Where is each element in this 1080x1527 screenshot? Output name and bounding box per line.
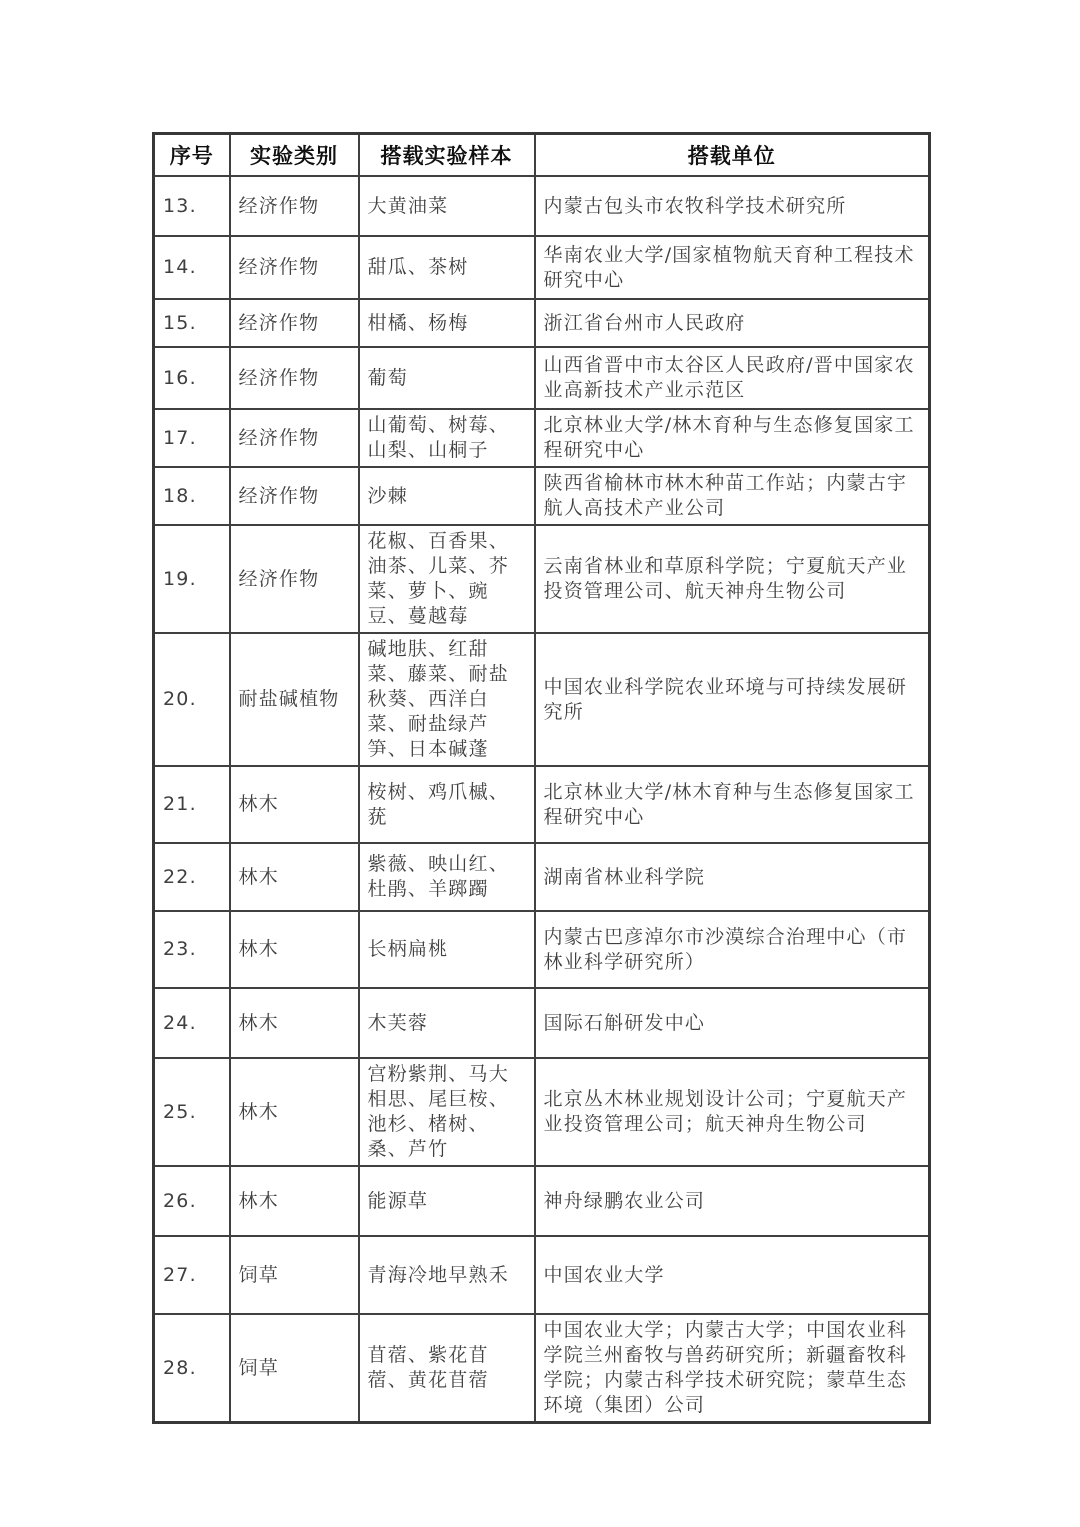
cell-serial-number: 20. — [154, 633, 230, 766]
header-unit: 搭载单位 — [535, 134, 930, 177]
cell-sample: 紫薇、映山红、杜鹃、羊踯躅 — [359, 843, 535, 911]
cell-sample: 碱地肤、红甜菜、藤菜、耐盐秋葵、西洋白菜、耐盐绿芦笋、日本碱蓬 — [359, 633, 535, 766]
cell-serial-number: 15. — [154, 299, 230, 347]
cell-unit: 浙江省台州市人民政府 — [535, 299, 930, 347]
cell-sample: 能源草 — [359, 1166, 535, 1236]
cell-sample: 柑橘、杨梅 — [359, 299, 535, 347]
cell-serial-number: 25. — [154, 1058, 230, 1166]
table-row — [154, 1166, 930, 1236]
cell-sample: 青海冷地早熟禾 — [359, 1236, 535, 1314]
cell-serial-number: 27. — [154, 1236, 230, 1314]
cell-serial-number: 13. — [154, 176, 230, 236]
cell-unit: 陕西省榆林市林木种苗工作站；内蒙古宇航人高技术产业公司 — [535, 467, 930, 525]
cell-category: 经济作物 — [230, 409, 359, 467]
cell-unit: 中国农业大学 — [535, 1236, 930, 1314]
cell-category: 饲草 — [230, 1314, 359, 1423]
cell-category: 经济作物 — [230, 299, 359, 347]
header-sample: 搭载实验样本 — [359, 134, 535, 177]
cell-unit: 山西省晋中市太谷区人民政府/晋中国家农业高新技术产业示范区 — [535, 347, 930, 409]
cell-sample: 桉树、鸡爪槭、莸 — [359, 766, 535, 843]
header-serial-number: 序号 — [154, 134, 230, 177]
cell-category: 经济作物 — [230, 236, 359, 299]
table-row — [154, 525, 930, 633]
cell-category: 经济作物 — [230, 525, 359, 633]
cell-serial-number: 24. — [154, 988, 230, 1058]
table-row — [154, 236, 930, 299]
table-row — [154, 766, 930, 843]
table-row — [154, 1058, 930, 1166]
table-header-row — [154, 134, 930, 177]
cell-category: 饲草 — [230, 1236, 359, 1314]
table-row — [154, 911, 930, 988]
cell-serial-number: 22. — [154, 843, 230, 911]
cell-serial-number: 16. — [154, 347, 230, 409]
table-row — [154, 176, 930, 236]
cell-sample: 大黄油菜 — [359, 176, 535, 236]
table-row — [154, 1236, 930, 1314]
cell-sample: 长柄扁桃 — [359, 911, 535, 988]
table-row — [154, 409, 930, 467]
cell-sample: 木芙蓉 — [359, 988, 535, 1058]
cell-serial-number: 28. — [154, 1314, 230, 1423]
cell-unit: 国际石斛研发中心 — [535, 988, 930, 1058]
cell-serial-number: 26. — [154, 1166, 230, 1236]
cell-sample: 宫粉紫荆、马大相思、尾巨桉、池杉、楮树、桑、芦竹 — [359, 1058, 535, 1166]
cell-unit: 北京丛木林业规划设计公司；宁夏航天产业投资管理公司；航天神舟生物公司 — [535, 1058, 930, 1166]
cell-serial-number: 17. — [154, 409, 230, 467]
cell-category: 林木 — [230, 988, 359, 1058]
cell-sample: 山葡萄、树莓、山梨、山桐子 — [359, 409, 535, 467]
cell-sample: 花椒、百香果、油茶、儿菜、芥菜、萝卜、豌豆、蔓越莓 — [359, 525, 535, 633]
cell-serial-number: 21. — [154, 766, 230, 843]
cell-serial-number: 14. — [154, 236, 230, 299]
cell-category: 林木 — [230, 1058, 359, 1166]
cell-serial-number: 18. — [154, 467, 230, 525]
cell-unit: 神舟绿鹏农业公司 — [535, 1166, 930, 1236]
cell-sample: 沙棘 — [359, 467, 535, 525]
header-category: 实验类别 — [230, 134, 359, 177]
cell-category: 林木 — [230, 766, 359, 843]
table-row — [154, 347, 930, 409]
cell-sample: 苜蓿、紫花苜蓿、黄花苜蓿 — [359, 1314, 535, 1423]
cell-sample: 葡萄 — [359, 347, 535, 409]
cell-category: 耐盐碱植物 — [230, 633, 359, 766]
cell-sample: 甜瓜、茶树 — [359, 236, 535, 299]
table-row — [154, 843, 930, 911]
cell-unit: 湖南省林业科学院 — [535, 843, 930, 911]
cell-category: 经济作物 — [230, 347, 359, 409]
table-row — [154, 467, 930, 525]
table-row — [154, 633, 930, 766]
table-row — [154, 299, 930, 347]
cell-unit: 中国农业大学；内蒙古大学；中国农业科学院兰州畜牧与兽药研究所；新疆畜牧科学院；内蒙古科学技术研究院；蒙草生态环境（集团）公司 — [535, 1314, 930, 1423]
cell-unit: 内蒙古巴彦淖尔市沙漠综合治理中心（市林业科学研究所） — [535, 911, 930, 988]
cell-serial-number: 19. — [154, 525, 230, 633]
cell-unit: 华南农业大学/国家植物航天育种工程技术研究中心 — [535, 236, 930, 299]
cell-unit: 北京林业大学/林木育种与生态修复国家工程研究中心 — [535, 409, 930, 467]
cell-category: 林木 — [230, 1166, 359, 1236]
table-body — [154, 176, 930, 1423]
table-row — [154, 1314, 930, 1423]
cell-category: 经济作物 — [230, 467, 359, 525]
cell-unit: 内蒙古包头市农牧科学技术研究所 — [535, 176, 930, 236]
cell-unit: 云南省林业和草原科学院；宁夏航天产业投资管理公司、航天神舟生物公司 — [535, 525, 930, 633]
cell-serial-number: 23. — [154, 911, 230, 988]
cell-category: 经济作物 — [230, 176, 359, 236]
cell-unit: 北京林业大学/林木育种与生态修复国家工程研究中心 — [535, 766, 930, 843]
payload-table — [152, 132, 931, 1424]
cell-category: 林木 — [230, 843, 359, 911]
table-row — [154, 988, 930, 1058]
cell-unit: 中国农业科学院农业环境与可持续发展研究所 — [535, 633, 930, 766]
cell-category: 林木 — [230, 911, 359, 988]
